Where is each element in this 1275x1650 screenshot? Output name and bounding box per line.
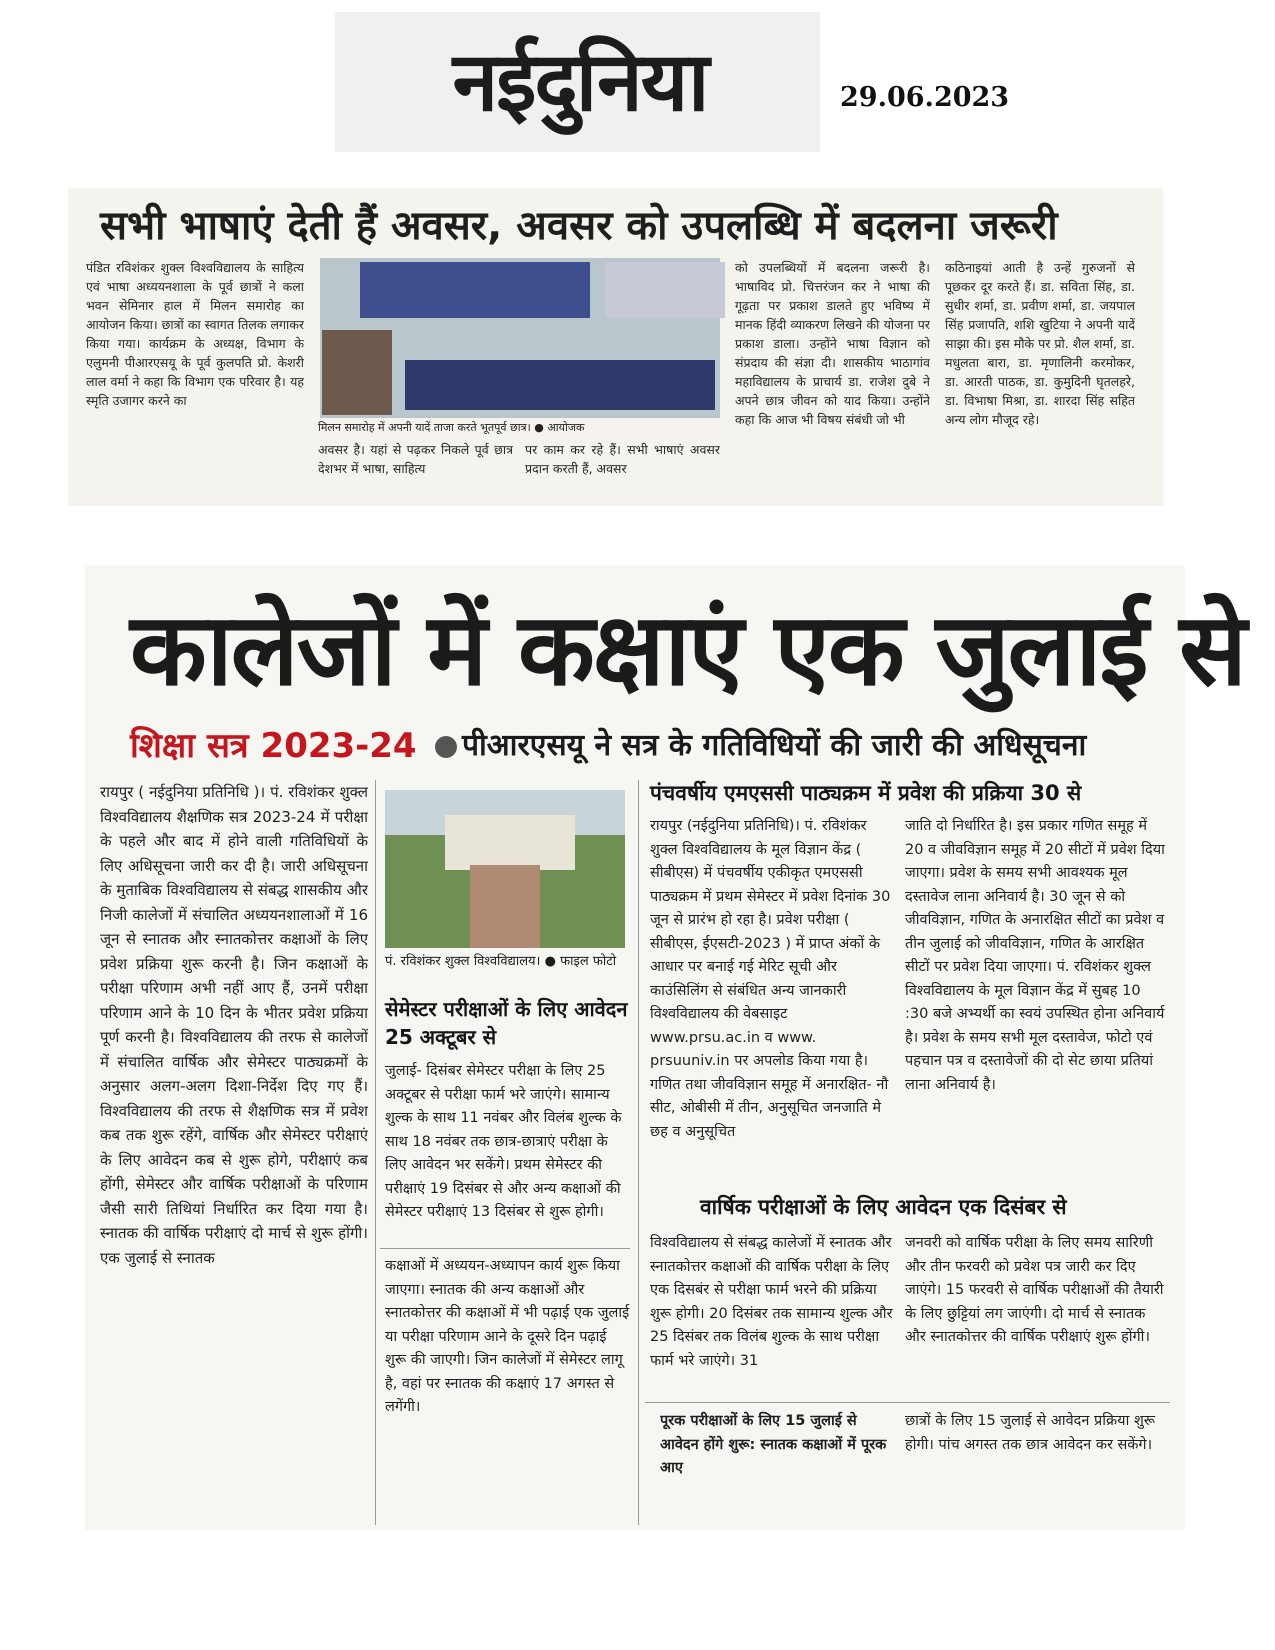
supplementary-exam-text-2: छात्रों के लिए 15 जुलाई से आवेदन प्रक्रिया शुरू होगी। पांच अगस्त तक छात्र आवेदन कर सकेंगे। [905, 1413, 1156, 1453]
event-banner [360, 262, 590, 318]
annual-exam-column-1: विश्वविद्यालय से संबद्ध कालेजों में स्नातक और स्नातकोत्तर कक्षाओं की वार्षिक परीक्षा के लिए एक दिसबंर से परीक्षा फार्म भरने की प्रक्रिया शुरू होगी। 20 दिसंबर तक सामान्य शुल्क और 25 दिसंबर तक विलंब शुल्क के साथ परीक्षा फार्म भरे जाएंगे। 31 [650, 1235, 893, 1369]
university-photo-caption: पं. रविशंकर शुक्ल विश्वविद्यालय। ● फाइल फोटो [385, 954, 617, 969]
clipping-2-column-2-continued: कक्षाओं में अध्ययन-अध्यापन कार्य शुरू किया जाएगा। स्नातक की अन्य कक्षाओं और स्नातकोत्तर की कक्षाओं में भी पढ़ाई एक जुलाई या परीक्षा परिणाम आने के दूसरे दिन पढ़ाई शुरू की जाएगी। जिन कालेजों में सेमेस्टर लागू है, वहां पर स्नातक की कक्षाएं 17 अगस्त से लगेंगी। [385, 1258, 630, 1415]
annual-exam-column-2: जनवरी को वार्षिक परीक्षा के लिए समय सारिणी और तीन फरवरी को प्रवेश पत्र जारी कर दिए जाएंगे। 15 फरवरी से वार्षिक परीक्षाओं की तैयारी के लिए छुट्टियां लग जाएंगी। दो मार्च से स्नातक और स्नातकोत्तर की वार्षिक परीक्षाएं शुरू होंगी। [905, 1235, 1164, 1345]
clipping-1-column-4: को उपलब्धियों में बदलना जरूरी है। भाषाविद प्रो. चित्तरंजन कर ने भाषा की गूढ़ता पर प्रकाश डालते हुए भविष्य में मानक हिंदी व्याकरण लिखने की योजना पर प्रकाश डाला। उन्होंने भाषा विज्ञान को संप्रदाय की संज्ञा दी। शासकीय भाठागांव महाविद्यालय के प्राचार्य डा. राजेश दुबे ने अपने छात्र जीवन को याद किया। उन्होंने कहा कि आज भी विषय संबंधी जो भी [735, 260, 930, 427]
newspaper-logo: नईदुनिया [452, 35, 708, 130]
msc-column-2: जाति दो निर्धारित है। इस प्रकार गणित समूह में 20 व जीवविज्ञान समूह में 20 सीटों में प्रवेश दिया जाएगा। प्रवेश के समय सभी आवश्यक मूल दस्तावेज लाना अनिवार्य है। 30 जून से को जीवविज्ञान, गणित के अनारक्षित सीटों का प्रवेश व तीन जुलाई को जीवविज्ञान, गणित के आरक्षित सीटों पर प्रवेश दिया जाएगा। पं. रविशंकर शुक्ल विश्वविद्यालय के मूल विज्ञान केंद्र में सुबह 10 :30 बजे अभ्यर्थी का स्वयं उपस्थित होना अनिवार्य है। प्रवेश के समय सभी मूल दस्तावेज, फोटो एवं पहचान पत्र व दस्तावेजों की दो सेट छाया प्रतियां लाना अनिवार्य है। [905, 818, 1165, 1093]
clipping-1-column-5: कठिनाइयां आती है उन्हें गुरुजनों से पूछकर दूर करते हैं। डा. सविता सिंह, डा. सुधीर शर्मा, डा. प्रवीण शर्मा, डा. जयपाल सिंह प्रजापति, शशि खुटिया ने अपनी यादें साझा की। इस मौके पर प्रो. शैल शर्मा, डा. मधुलता बारा, डा. मृणालिनी करमोकर, डा. आरती पाठक, डा. कुमुदिनी घृतलहरे, डा. विभाषा मिश्रा, डा. शारदा सिंह सहित अन्य लोग मौजूद रहे। [945, 260, 1135, 427]
clipping-1-headline: सभी भाषाएं देती हैं अवसर, अवसर को उपलब्धि में बदलना जरूरी [100, 203, 1058, 249]
clipping-2-subheadline: पीआरएसयू ने सत्र के गतिविधियों की जारी की अधिसूचना [462, 728, 1087, 763]
section-divider [380, 1248, 630, 1249]
event-banner-secondary [605, 262, 725, 318]
msc-column-1: रायपुर (नईदुनिया प्रतिनिधि)। पं. रविशंकर शुक्ल विश्वविद्यालय के मूल विज्ञान केंद्र ( सीबीएस) में पंचवर्षीय एकीकृत एमएससी पाठ्यक्रम में प्रथम सेमेस्टर में प्रवेश दिनांक 30 जून से प्रारंभ हो रहा है। प्रवेश परीक्षा ( सीबीएस, ईएसटी-2023 ) में प्राप्त अंकों के आधार पर बनाई गई मेरिट सूची और काउंसिलिंग से संबंधित अन्य जानकारी विश्वविद्यालय की वेबसाइट www.prsu.ac.in व www. prsuuniv.in पर अपलोड किया गया है। गणित तथा जीवविज्ञान समूह में अनारक्षित- नौ सीट, ओबीसी में तीन, अनुसूचित जनजाति मे छह व अनुसूचित [650, 818, 891, 1140]
msc-admission-headline: पंचवर्षीय एमएससी पाठ्यक्रम में प्रवेश की प्रक्रिया 30 से [650, 781, 1082, 805]
clipping-1-column-3: पर काम कर रहे हैं। सभी भाषाएं अवसर प्रदान करती हैं, अवसर [525, 442, 720, 476]
clipping-2-headline: कालेजों में कक्षाएं एक जुलाई से [130, 591, 1245, 708]
semester-exam-text: जुलाई- दिसंबर सेमेस्टर परीक्षा के लिए 25 अक्टूबर से परीक्षा फार्म भरे जाएंगे। सामान्य शुल्क के साथ 11 नवंबर और विलंब शुल्क के साथ 18 नवंबर तक छात्र-छात्राएं परीक्षा के लिए आवेदन भर सकेंगे। प्रथम सेमेस्टर की परीक्षाएं 19 दिसंबर से और अन्य कक्षाओं की सेमेस्टर परीक्षाएं 13 दिसंबर से शुरू होगी। [385, 1063, 622, 1220]
clipping-1-column-2: अवसर है। यहां से पढ़कर निकले पूर्व छात्र देशभर में भाषा, साहित्य [318, 442, 513, 476]
clipping-1-photo-caption: मिलन समारोह में अपनी यादें ताजा करते भूतपूर्व छात्र। ● आयोजक [318, 421, 585, 434]
podium-speaker [322, 330, 392, 415]
clipping-2-kicker: शिक्षा सत्र 2023-24 [130, 726, 417, 766]
semester-exam-subhead: सेमेस्टर परीक्षाओं के लिए आवेदन 25 अक्टूबर से [385, 997, 628, 1049]
publication-date: 29.06.2023 [840, 82, 1010, 113]
section-divider [645, 1402, 1170, 1403]
clipping-2-column-1: रायपुर ( नईदुनिया प्रतिनिधि )। पं. रविशंकर शुक्ल विश्वविद्यालय शैक्षणिक सत्र 2023-24 में परीक्षा के पहले और बाद में होने वाली गतिविधियों के लिए अधिसूचना जारी कर दी है। जारी अधिसूचना के मुताबिक विश्वविद्यालय से संबद्ध शासकीय और निजी कालेजों में संचालित अध्ययनशालाओं में 16 जून से स्नातक और स्नातकोत्तर कक्षाओं के लिए प्रवेश प्रक्रिया शुरू करनी है। जिन कक्षाओं के परीक्षा परिणाम अभी नहीं आए हैं, उनमें परीक्षा परिणाम आने के 10 दिन के भीतर प्रवेश प्रक्रिया पूर्ण करनी है। विश्वविद्यालय की तरफ से कालेजों में संचालित वार्षिक और सेमेस्टर पाठ्यक्रमों के अनुसार अलग-अलग दिशा-निर्देश दिए गए हैं। विश्वविद्यालय की तरफ से शैक्षणिक सत्र में प्रवेश कब तक शुरू रहेंगे, वार्षिक और सेमेस्टर परीक्षाएं के लिए आवेदन कब से शुरू होगे, परीक्षाएं कब होंगी, सेमेस्टर और वार्षिक परीक्षाओं के परिणाम जैसी सारी तिथियां निर्धारित कर दिया गया है। स्नातक की वार्षिक परीक्षाएं दो मार्च से शुरू होंगी। एक जुलाई से स्नातक [100, 783, 368, 1267]
column-divider [638, 780, 639, 1525]
annual-exam-headline: वार्षिक परीक्षाओं के लिए आवेदन एक दिसंबर से [700, 1195, 1067, 1219]
column-divider [375, 780, 376, 1525]
clipping-1-column-1: पंडित रविशंकर शुक्ल विश्वविद्यालय के साहित्य एवं भाषा अध्ययनशाला के पूर्व छात्रों ने कला भवन सेमिनार हाल में मिलन समारोह का आयोजन किया। छात्रों का स्वागत तिलक लगाकर किया गया। कार्यक्रम के अध्यक्ष, विभाग के एलुमनी पीआरएसयू के पूर्व कुलपति प्रो. केशरी लाल वर्मा ने कहा कि विभाग एक परिवार है। यह स्मृति उजागर करने का [86, 260, 304, 408]
bullet-icon [435, 736, 457, 758]
dais-table [405, 360, 715, 410]
supplementary-exam-text-1: पूरक परीक्षाओं के लिए 15 जुलाई से आवेदन होंगे शुरू: स्नातक कक्षाओं में पूरक आए [660, 1413, 887, 1476]
photo-pathway [470, 865, 540, 948]
photo-building [445, 815, 575, 870]
